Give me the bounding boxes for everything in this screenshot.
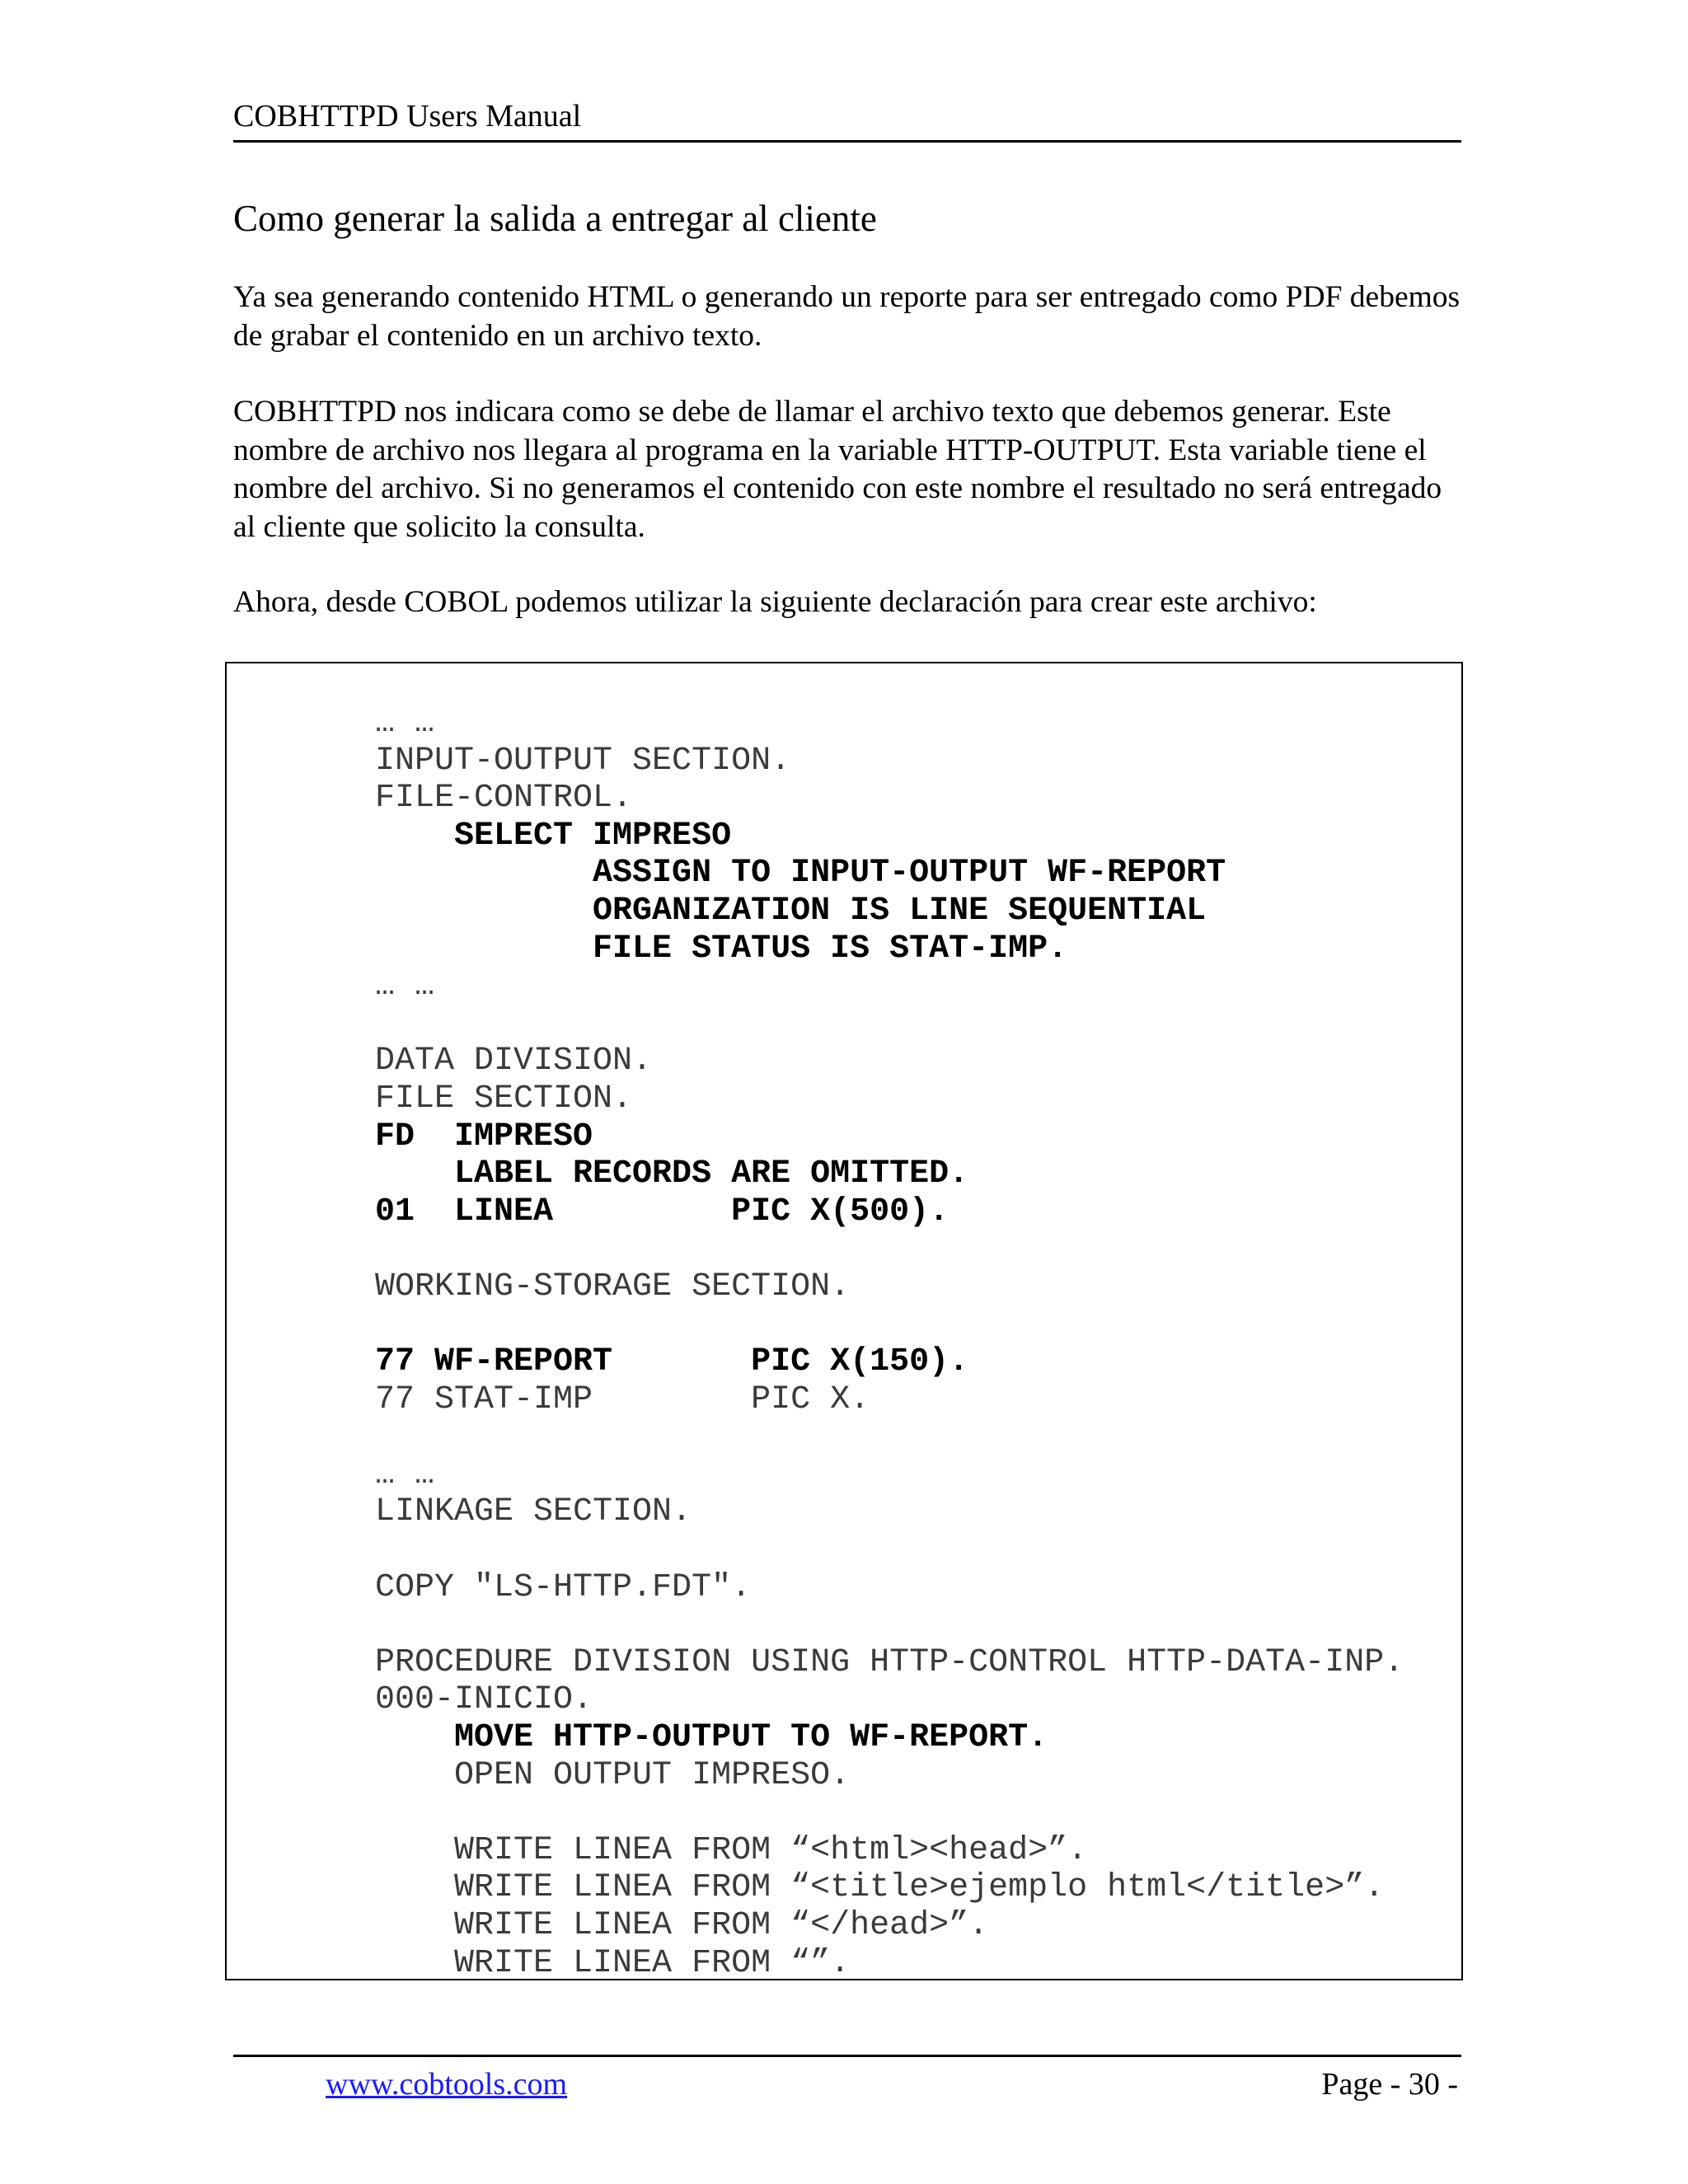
section-title: Como generar la salida a entregar al cliente	[233, 198, 877, 239]
page-footer	[233, 2055, 1461, 2107]
code-line: SELECT IMPRESO	[375, 817, 732, 855]
code-line: ASSIGN TO INPUT-OUTPUT WF-REPORT	[375, 855, 1226, 893]
code-line: LABEL RECORDS ARE OMITTED.	[375, 1155, 969, 1193]
code-line	[375, 1418, 1404, 1456]
code-line: 000-INICIO.	[375, 1681, 593, 1719]
code-line: FILE-CONTROL.	[375, 780, 633, 818]
page-header	[233, 97, 1461, 143]
code-line: FD IMPRESO	[375, 1118, 593, 1155]
code-line	[375, 1306, 1404, 1344]
code-line: WRITE LINEA FROM “</head>”.	[375, 1907, 989, 1944]
cobol-code	[375, 705, 1404, 1980]
code-line: FILE SECTION.	[375, 1080, 633, 1118]
code-line: PROCEDURE DIVISION USING HTTP-CONTROL HTTP-DATA-INP.	[375, 1643, 1404, 1681]
code-line: 77 STAT-IMP PIC X.	[375, 1380, 870, 1418]
code-line: … …	[375, 705, 435, 742]
code-line	[375, 1531, 1404, 1569]
code-line: WRITE LINEA FROM “<title>ejemplo html</title>”.	[375, 1869, 1385, 1907]
paragraph-intro: Ya sea generando contenido HTML o generando un reporte para ser entregado como PDF debemos de grabar el contenido en un archivo texto.	[233, 280, 1461, 353]
code-line: LINKAGE SECTION.	[375, 1493, 692, 1531]
code-line: … …	[375, 968, 435, 1005]
code-line	[375, 1606, 1404, 1644]
code-line: 01 LINEA PIC X(500).	[375, 1193, 950, 1230]
code-line	[375, 1230, 1404, 1268]
code-line: OPEN OUTPUT IMPRESO.	[375, 1756, 851, 1794]
code-line: DATA DIVISION.	[375, 1043, 653, 1080]
code-line	[375, 1794, 1404, 1832]
code-line: WRITE LINEA FROM “”.	[375, 1944, 851, 1980]
paragraph-cobol-declaration: Ahora, desde COBOL podemos utilizar la siguiente declaración para crear este archivo:	[233, 585, 1317, 619]
paragraph-http-output: COBHTTPD nos indicara como se debe de llamar el archivo texto que debemos generar. Este nombre de archivo nos llegara al programa en la variable HTTP-OUTPUT. Esta variable tiene el nombre del archivo. Si no generamos el contenido con este nombre el resultado no será entregado al cliente que solicito la consulta.	[233, 395, 1442, 544]
code-line: 77 WF-REPORT PIC X(150).	[375, 1343, 969, 1381]
code-line: ORGANIZATION IS LINE SEQUENTIAL	[375, 892, 1207, 930]
code-line: FILE STATUS IS STAT-IMP.	[375, 930, 1068, 968]
page-number: Page - 30 -	[1321, 2067, 1458, 2102]
manual-title: COBHTTPD Users Manual	[233, 99, 582, 134]
code-line	[375, 1005, 1404, 1043]
code-line: … …	[375, 1455, 435, 1493]
code-line: MOVE HTTP-OUTPUT TO WF-REPORT.	[375, 1719, 1048, 1757]
code-line: WORKING-STORAGE SECTION.	[375, 1268, 851, 1305]
code-line: WRITE LINEA FROM “<html><head>”.	[375, 1831, 1088, 1869]
code-listing-box	[225, 662, 1463, 1980]
website-link[interactable]: www.cobtools.com	[326, 2067, 568, 2102]
code-line: COPY "LS-HTTP.FDT".	[375, 1568, 752, 1606]
code-line: INPUT-OUTPUT SECTION.	[375, 742, 791, 780]
